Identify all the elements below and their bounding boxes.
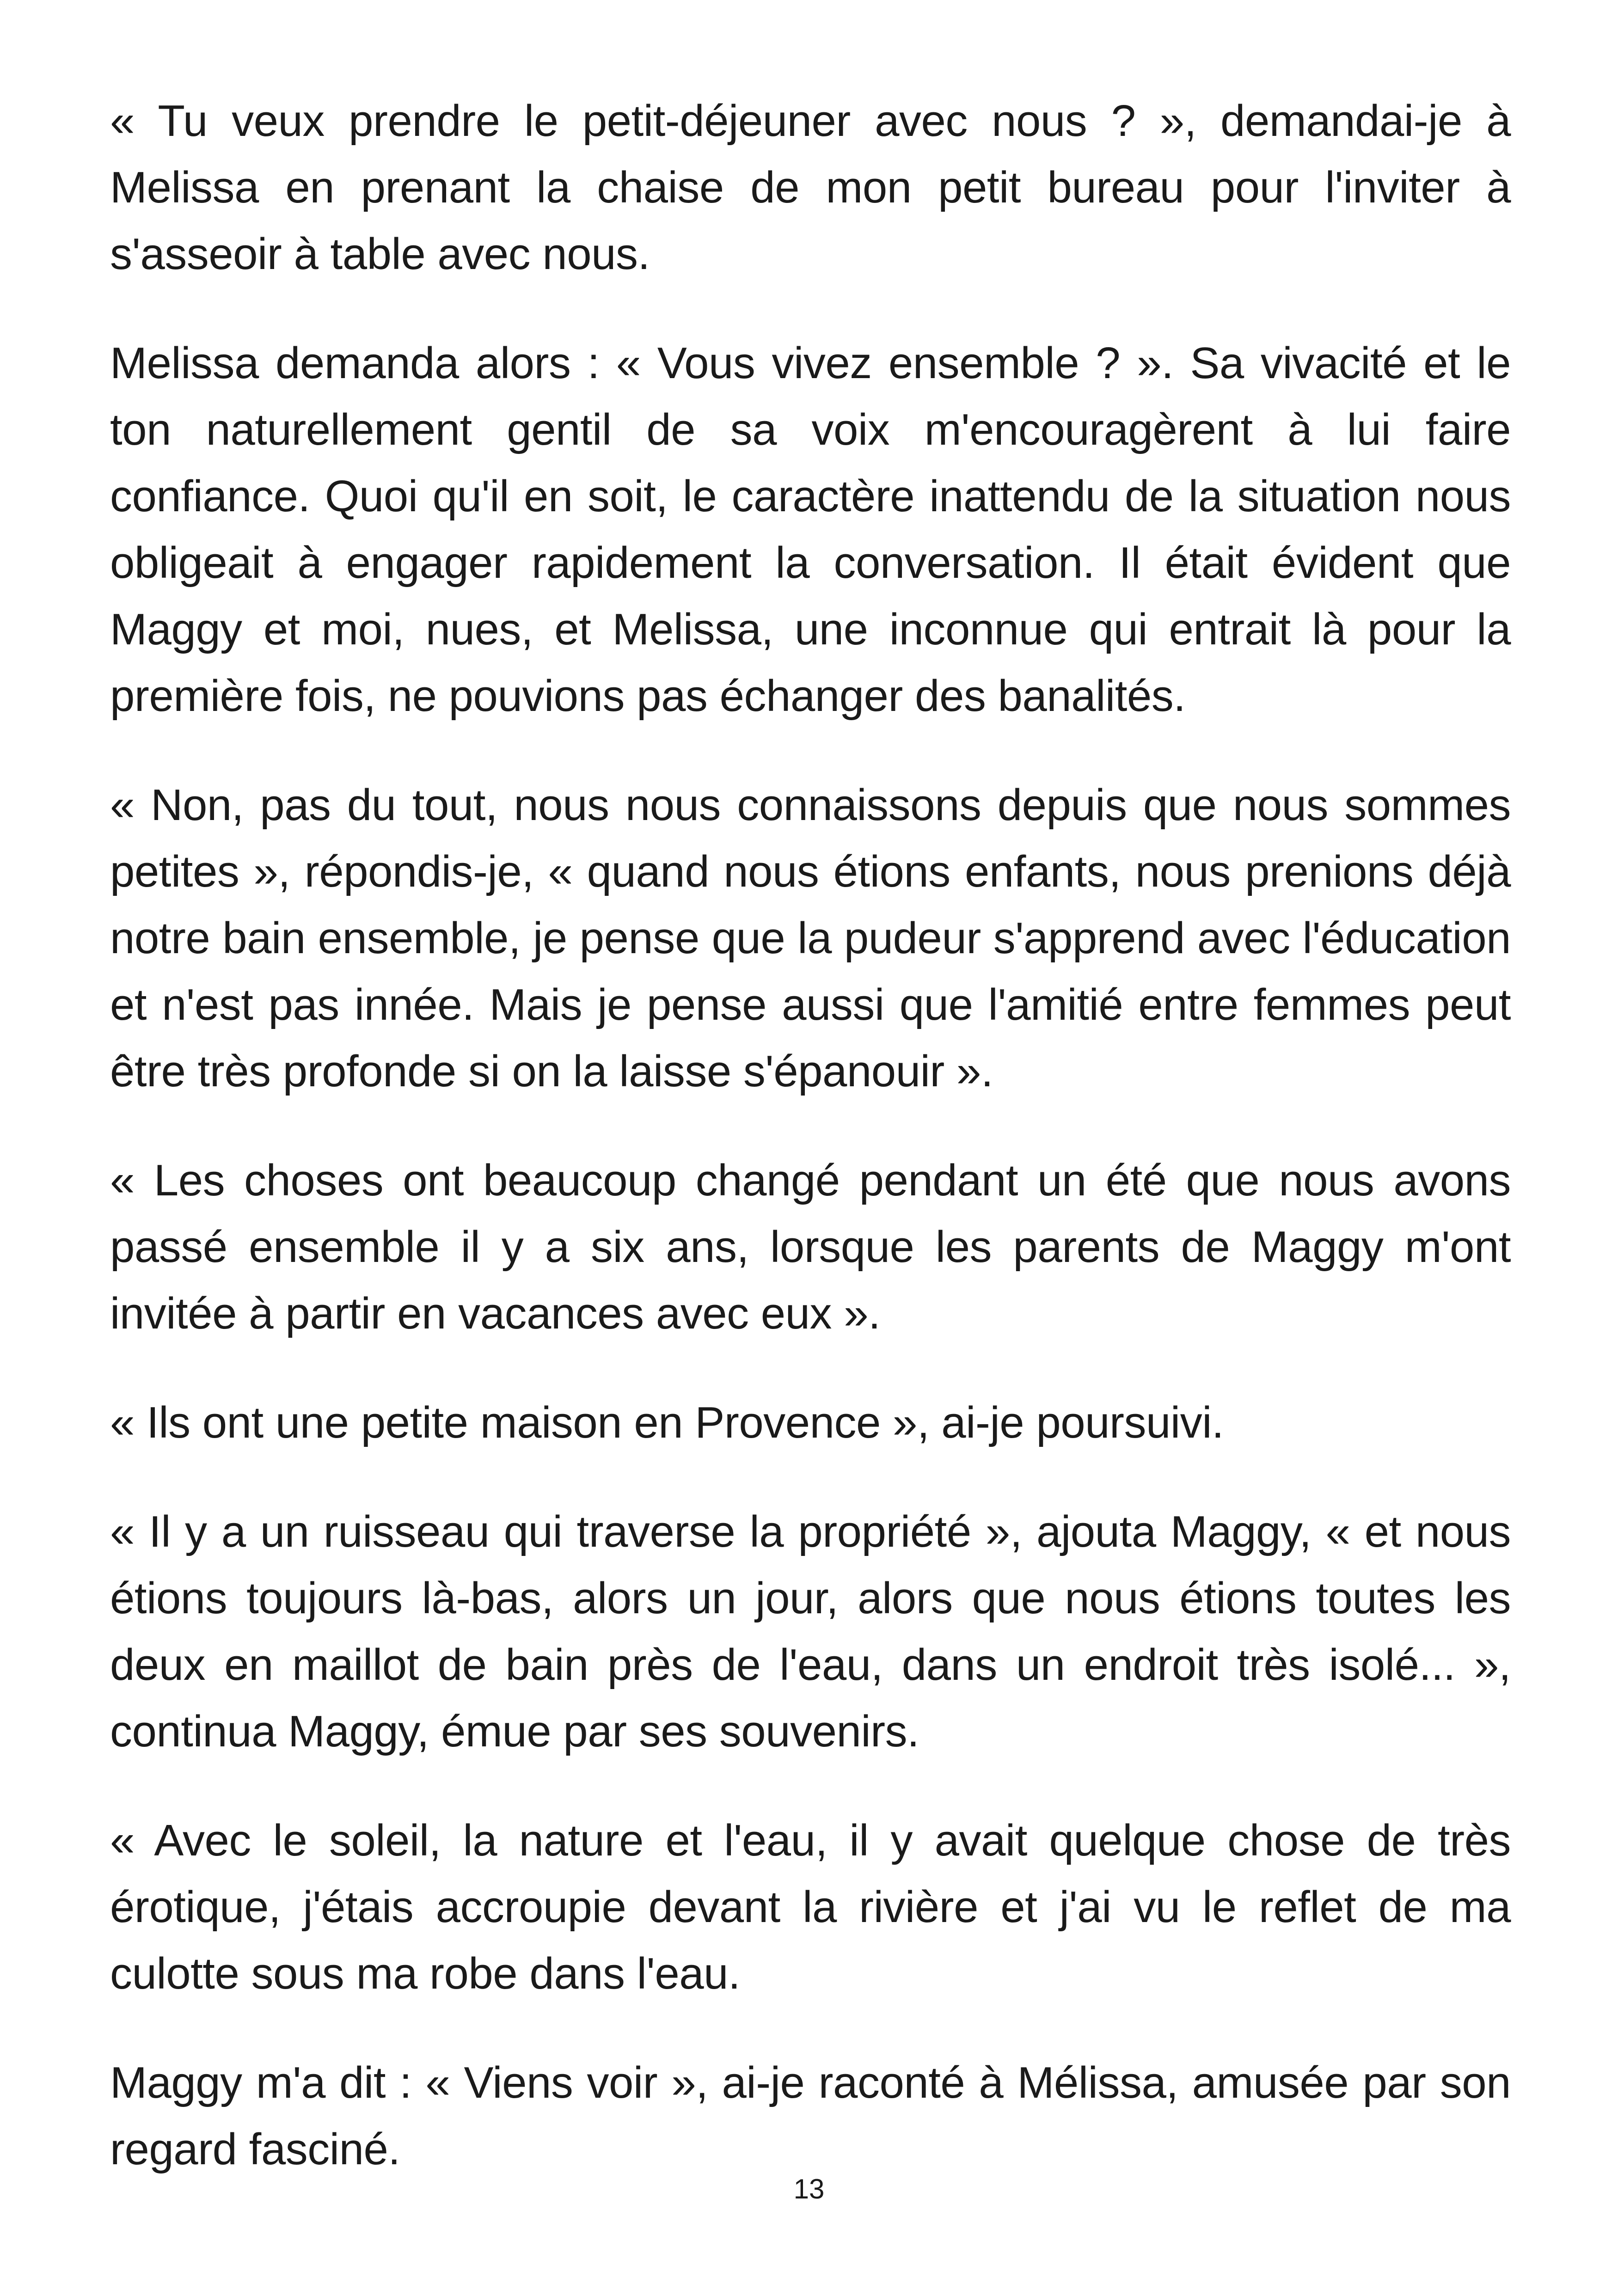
- page-body: [110, 88, 1511, 2183]
- paragraph: « Non, pas du tout, nous nous connaissons depuis que nous sommes petites », répondis-je, « quand nous étions enfants, nous prenions déjà notre bain ensemble, je pense que la pudeur s'apprend avec l'éducation et n'est pas innée. Mais je pense aussi que l'amitié entre femmes peut être très profonde si on la laisse s'épanouir ».: [110, 780, 1511, 1096]
- paragraph: « Avec le soleil, la nature et l'eau, il y avait quelque chose de très érotique, j'étais accroupie devant la rivière et j'ai vu le reflet de ma culotte sous ma robe dans l'eau.: [110, 1816, 1511, 1998]
- paragraph: « Tu veux prendre le petit-déjeuner avec nous ? », demandai-je à Melissa en prenant la chaise de mon petit bureau pour l'inviter à s'asseoir à table avec nous.: [110, 96, 1511, 279]
- paragraph: Maggy m'a dit : « Viens voir », ai-je raconté à Mélissa, amusée par son regard fasciné.: [110, 2058, 1511, 2174]
- paragraph: « Il y a un ruisseau qui traverse la propriété », ajouta Maggy, « et nous étions toujours là-bas, alors un jour, alors que nous étions toutes les deux en maillot de bain près de l'eau, dans un endroit très isolé... », continua Maggy, émue par ses souvenirs.: [110, 1507, 1511, 1756]
- paragraph: Melissa demanda alors : « Vous vivez ensemble ? ». Sa vivacité et le ton naturellement gentil de sa voix m'encouragèrent à lui faire confiance. Quoi qu'il en soit, le caractère inattendu de la situation nous obligeait à engager rapidement la conversation. Il était évident que Maggy et moi, nues, et Melissa, une inconnue qui entrait là pour la première fois, ne pouvions pas échanger des banalités.: [110, 338, 1511, 721]
- paragraph: « Les choses ont beaucoup changé pendant un été que nous avons passé ensemble il y a six ans, lorsque les parents de Maggy m'ont invitée à partir en vacances avec eux ».: [110, 1156, 1511, 1338]
- paragraph: « Ils ont une petite maison en Provence », ai-je poursuivi.: [110, 1398, 1224, 1447]
- page-number: 13: [793, 2174, 825, 2204]
